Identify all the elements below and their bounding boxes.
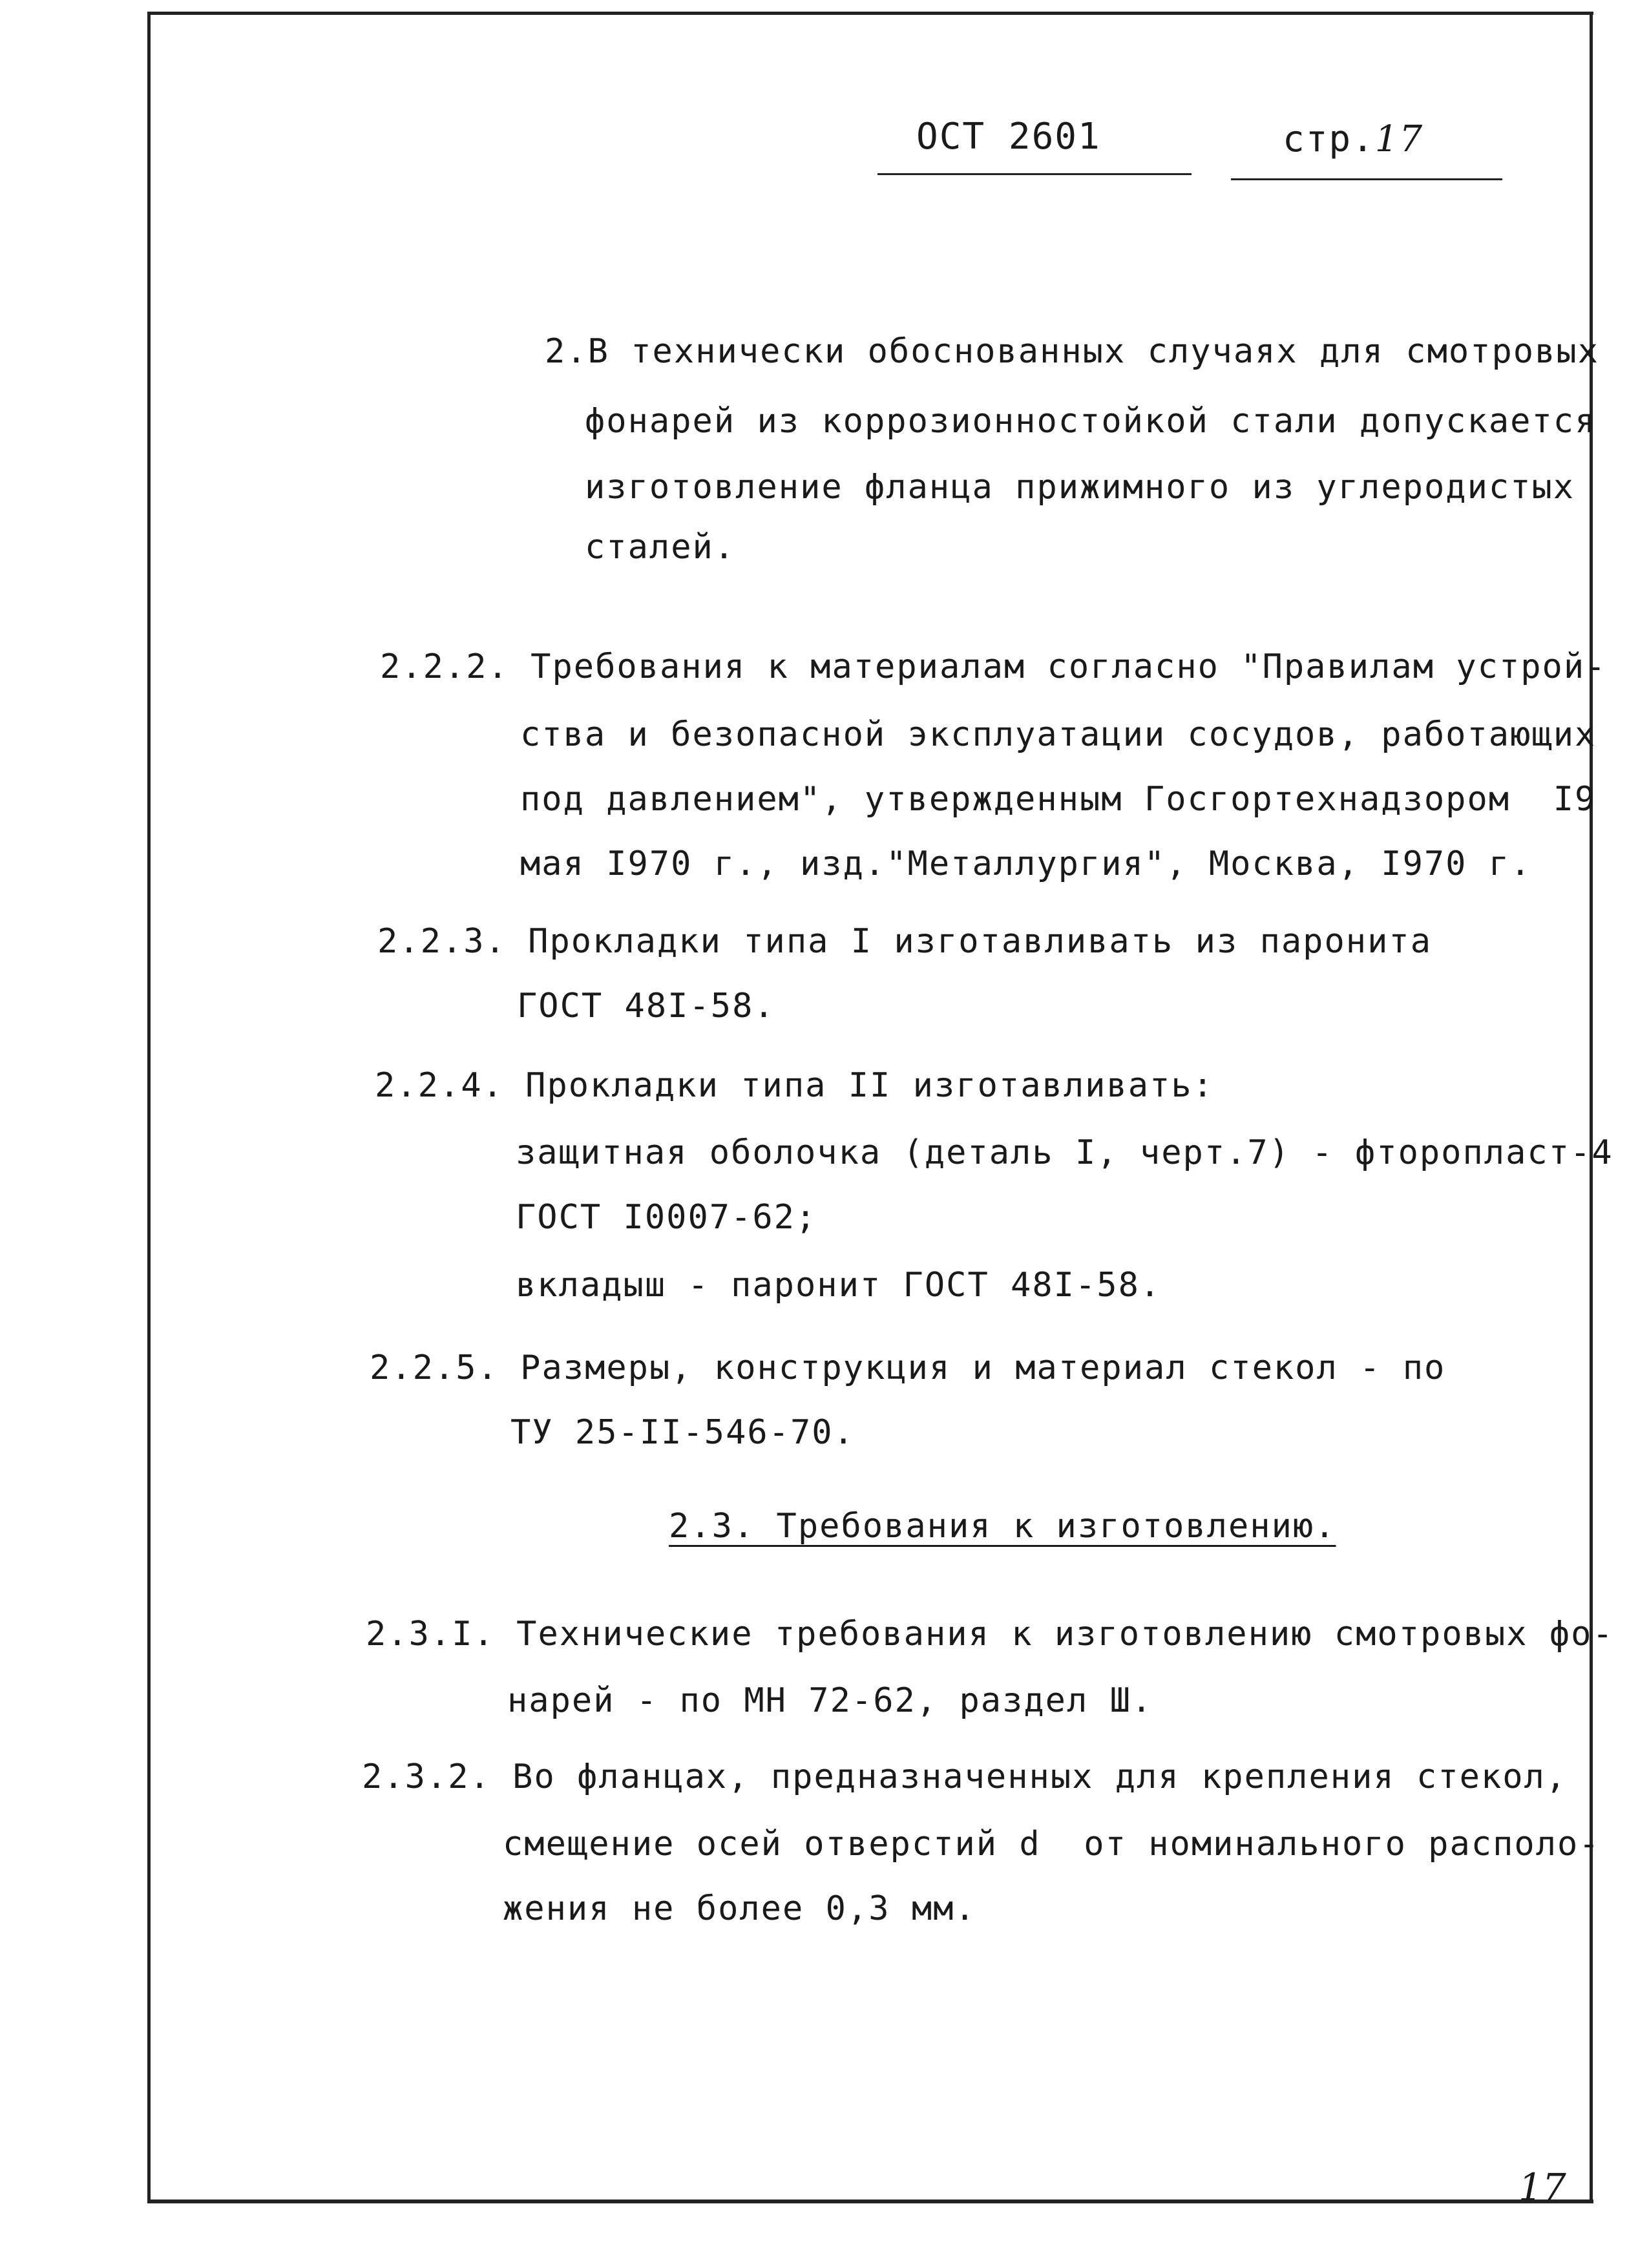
section-heading: 2.3. Требования к изготовлению. [669, 1507, 1336, 1546]
frame-border-left [147, 12, 151, 2202]
page-label: стр. [1283, 118, 1375, 160]
frame-border-bottom [147, 2200, 1593, 2203]
text-line: 2.2.3. Прокладки типа I изготавливать из паронита [377, 922, 1433, 961]
text-line: 2.3.2. Во фланцах, предназначенных для крепления стекол, [362, 1758, 1568, 1796]
text-line: мая I970 г., изд."Металлургия", Москва, I970 г. [520, 845, 1532, 883]
text-line: ТУ 25-II-546-70. [510, 1413, 855, 1452]
sheet-number: 17 [1518, 2165, 1566, 2209]
text-line: ства и безопасной эксплуатации сосудов, работающих [520, 715, 1597, 754]
text-line: 2.2.4. Прокладки типа II изготавливать: [375, 1066, 1214, 1105]
text-line: нарей - по МН 72-62, раздел Ш. [507, 1681, 1153, 1720]
page-indicator [1283, 119, 1423, 160]
text-line: изготовление фланца прижимного из углеродистых [585, 468, 1575, 507]
frame-border-top [147, 12, 1593, 15]
text-line: фонарей из коррозионностойкой стали допускается [585, 402, 1597, 441]
text-line: 2.2.2. Требования к материалам согласно "Правилам устрой- [380, 647, 1607, 686]
text-line: под давлением", утвержденным Госгортехнадзором I9 [520, 780, 1597, 819]
text-line: ГОСТ I0007-62; [516, 1198, 817, 1237]
text-line: 2.2.5. Размеры, конструкция и материал стекол - по [370, 1349, 1446, 1387]
document-code-underline [877, 173, 1192, 175]
page-number: 17 [1374, 118, 1424, 160]
text-line: сталей. [585, 528, 736, 567]
text-line: защитная оболочка (деталь I, черт.7) - фторопласт-4 [516, 1133, 1613, 1172]
text-line: 2.3.I. Технические требования к изготовлению смотровых фо- [366, 1615, 1614, 1654]
text-line: смещение осей отверстий d от номинального располо- [503, 1825, 1601, 1864]
text-line: 2.В технически обоснованных случаях для смотровых [545, 332, 1600, 371]
page-number-underline [1231, 178, 1502, 180]
text-line: ГОСТ 48I-58. [517, 987, 775, 1025]
document-code: ОСТ 2601 [916, 116, 1101, 158]
text-line: жения не более 0,3 мм. [503, 1889, 976, 1928]
text-line: вкладыш - паронит ГОСТ 48I-58. [516, 1266, 1162, 1305]
